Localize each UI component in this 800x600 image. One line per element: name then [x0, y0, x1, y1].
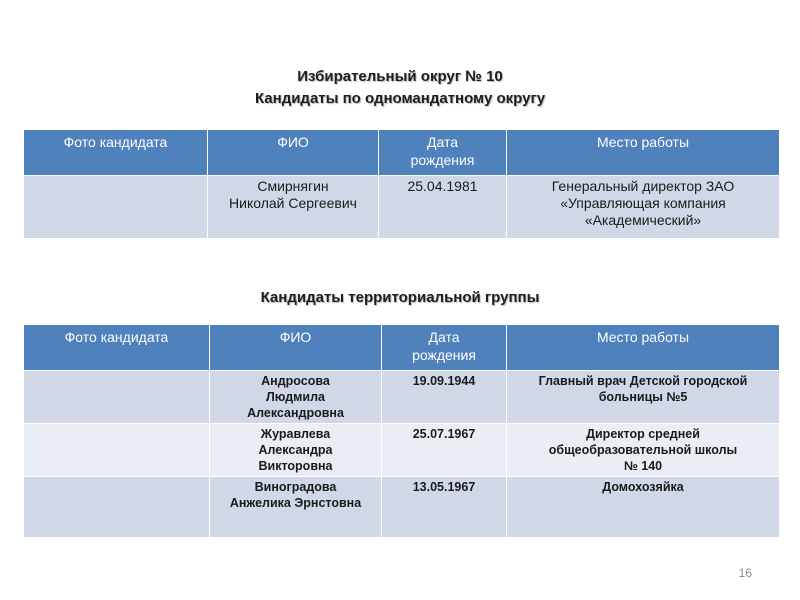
territorial-table [23, 324, 780, 538]
work-line: Домохозяйка [602, 480, 684, 494]
column-header-name: ФИО [210, 325, 382, 371]
column-header-birth [382, 325, 507, 371]
work-cell [507, 371, 780, 424]
name-cell [208, 176, 379, 239]
single-mandate-table [23, 129, 780, 239]
district-heading [0, 66, 800, 110]
photo-cell [24, 176, 208, 239]
column-header-photo: Фото кандидата [24, 130, 208, 176]
single-mandate-title: Кандидаты по одномандатному округу [254, 90, 546, 107]
name-cell [210, 477, 382, 538]
column-header-work: Место работы [507, 130, 780, 176]
work-line: № 140 [623, 459, 663, 473]
table-header-row [24, 130, 780, 176]
photo-cell [24, 371, 210, 424]
column-header-birth-line1: Дата [426, 134, 458, 150]
name-line: Андросова [261, 374, 330, 388]
table-row [24, 424, 780, 477]
column-header-birth [379, 130, 507, 176]
name-cell [210, 424, 382, 477]
page-number: 16 [738, 566, 752, 580]
name-line: Людмила [265, 390, 326, 404]
work-cell [507, 477, 780, 538]
work-line: Главный врач Детской городской [538, 374, 748, 388]
name-line: Николай Сергеевич [229, 195, 357, 211]
photo-cell [24, 477, 210, 538]
table-row [24, 477, 780, 538]
work-cell [507, 176, 780, 239]
birth-cell: 25.07.1967 [382, 424, 507, 477]
district-title: Избирательный округ № 10 [297, 68, 503, 85]
name-line: Александра [258, 443, 333, 457]
work-line: Директор средней [586, 427, 700, 441]
column-header-work: Место работы [507, 325, 780, 371]
table-row [24, 371, 780, 424]
name-line: Журавлева [260, 427, 331, 441]
work-line: общеобразовательной школы [548, 443, 738, 457]
work-cell [507, 424, 780, 477]
birth-cell: 25.04.1981 [379, 176, 507, 239]
work-line: «Академический» [584, 212, 702, 228]
column-header-name: ФИО [208, 130, 379, 176]
column-header-birth-line2: рождения [412, 347, 476, 363]
birth-cell: 19.09.1944 [382, 371, 507, 424]
name-line: Смирнягин [257, 178, 329, 194]
birth-cell: 13.05.1967 [382, 477, 507, 538]
table-header-row [24, 325, 780, 371]
column-header-birth-line1: Дата [428, 329, 460, 345]
table-row [24, 176, 780, 239]
name-cell [210, 371, 382, 424]
photo-cell [24, 424, 210, 477]
column-header-birth-line2: рождения [410, 152, 475, 168]
territorial-heading [0, 287, 800, 309]
work-line: «Управляющая компания [560, 195, 726, 211]
name-line: Анжелика Эрнстовна [229, 496, 362, 510]
work-line: Генеральный директор ЗАО [551, 178, 735, 194]
territorial-title: Кандидаты территориальной группы [260, 289, 540, 306]
column-header-photo: Фото кандидата [24, 325, 210, 371]
name-line: Викторовна [258, 459, 333, 473]
name-line: Виноградова [254, 480, 337, 494]
name-line: Александровна [247, 406, 344, 420]
work-line: больницы №5 [598, 390, 688, 404]
